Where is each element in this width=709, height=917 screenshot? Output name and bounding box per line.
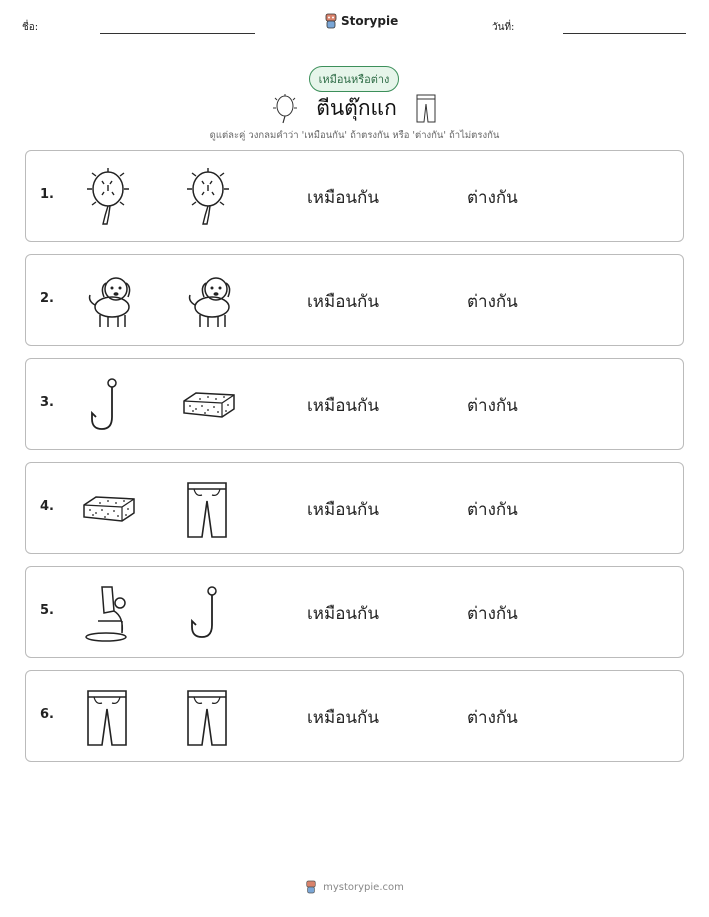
row-number: 2. [40, 291, 54, 306]
same-option[interactable]: เหมือนกัน [307, 188, 379, 208]
storypie-mascot-icon [305, 880, 317, 894]
row-number: 4. [40, 499, 54, 514]
pants-icon [415, 94, 437, 124]
durian-icon [272, 94, 298, 124]
microscope-icon [78, 583, 138, 643]
different-option[interactable]: ต่างกัน [467, 500, 518, 520]
instructions: ดูแต่ละคู่ วงกลมคำว่า 'เหมือนกัน' ถ้าตรงกัน หรือ 'ต่างกัน' ถ้าไม่ตรงกัน [209, 130, 500, 141]
pants-icon [178, 687, 238, 747]
row-number: 5. [40, 603, 54, 618]
fishhook-icon [78, 375, 138, 435]
same-option[interactable]: เหมือนกัน [307, 708, 379, 728]
list-item [25, 566, 684, 658]
durian-icon [178, 167, 238, 227]
footer-url[interactable]: mystorypie.com [323, 881, 404, 893]
title-row [0, 92, 709, 125]
same-option[interactable]: เหมือนกัน [307, 604, 379, 624]
row-number: 1. [40, 187, 54, 202]
storypie-mascot-icon [324, 13, 338, 29]
list-item [25, 462, 684, 554]
list-item [25, 670, 684, 762]
row-number: 3. [40, 395, 54, 410]
different-option[interactable]: ต่างกัน [467, 292, 518, 312]
pants-icon [178, 479, 238, 539]
fishhook-icon [178, 583, 238, 643]
date-line[interactable] [563, 33, 686, 34]
footer [0, 880, 709, 894]
durian-icon [78, 167, 138, 227]
name-line[interactable] [100, 33, 255, 34]
date-label: วันที่: [492, 22, 515, 33]
sponge-icon [78, 479, 138, 539]
puppy-icon [78, 271, 138, 331]
different-option[interactable]: ต่างกัน [467, 188, 518, 208]
sponge-icon [178, 375, 238, 435]
same-option[interactable]: เหมือนกัน [307, 500, 379, 520]
same-option[interactable]: เหมือนกัน [307, 396, 379, 416]
puppy-icon [178, 271, 238, 331]
different-option[interactable]: ต่างกัน [467, 708, 518, 728]
brand-logo [324, 13, 398, 29]
pants-icon [78, 687, 138, 747]
name-label: ชื่อ: [22, 22, 39, 33]
row-number: 6. [40, 707, 54, 722]
list-item [25, 254, 684, 346]
different-option[interactable]: ต่างกัน [467, 396, 518, 416]
same-option[interactable]: เหมือนกัน [307, 292, 379, 312]
worksheet-type-badge: เหมือนหรือต่าง [309, 66, 399, 92]
brand-name: Storypie [341, 14, 399, 28]
page-title: ตีนตุ๊กแก [316, 96, 397, 120]
different-option[interactable]: ต่างกัน [467, 604, 518, 624]
list-item [25, 150, 684, 242]
list-item [25, 358, 684, 450]
